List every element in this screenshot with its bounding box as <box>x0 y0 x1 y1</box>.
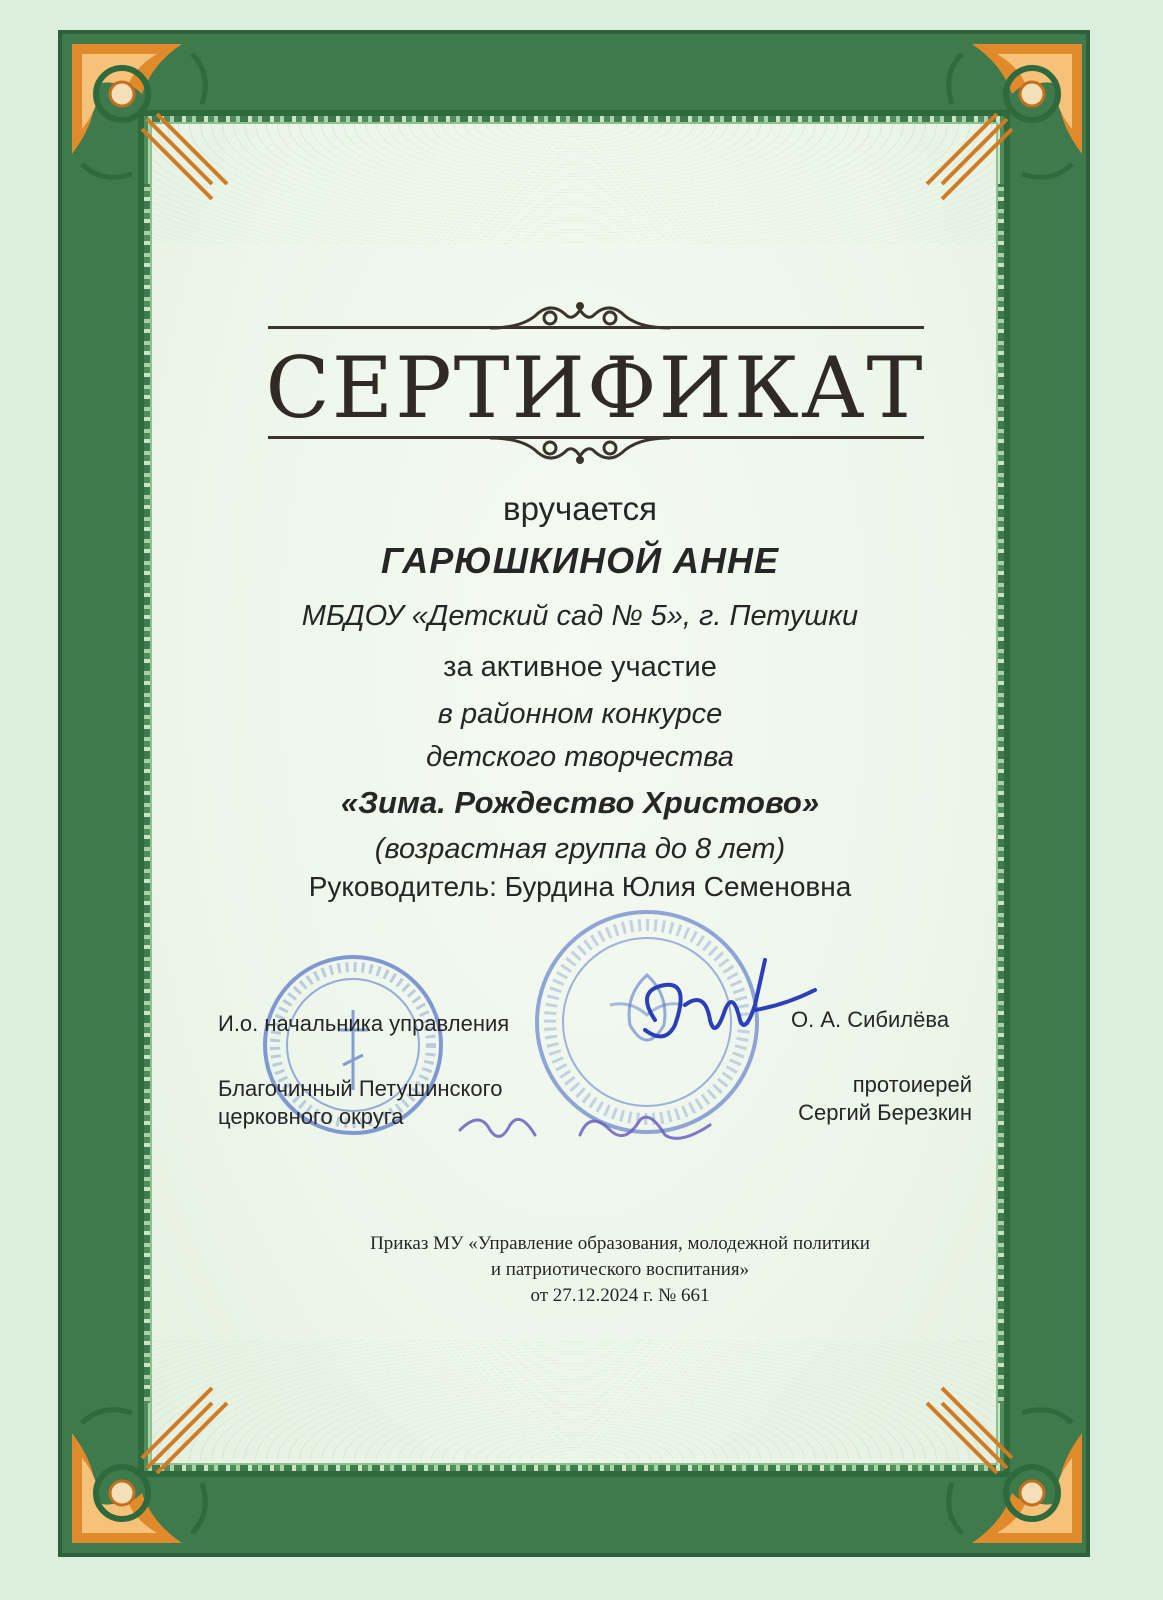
order-line-3: от 27.12.2024 г. № 661 <box>530 1285 710 1306</box>
signatory-2-name <box>760 1071 972 1127</box>
reason-line-1: за активное участие <box>443 651 717 683</box>
guilloche-top <box>150 124 998 244</box>
signatory-2-position <box>218 1075 502 1131</box>
corner-ornament-icon <box>62 1363 252 1553</box>
order-line-2: и патриотического воспитания» <box>490 1259 750 1280</box>
signatory-1-name: О. А. Сибилёва <box>791 1007 950 1032</box>
title-rule-top <box>268 326 924 329</box>
flourish-icon <box>480 296 680 336</box>
signatory-2-title: протоиерей <box>852 1072 972 1097</box>
recipient-name: ГАРЮШКИНОЙ АННЕ <box>381 540 779 581</box>
reason-line-2: в районном конкурсе <box>437 698 723 730</box>
organization: МБДОУ «Детский сад № 5», г. Петушки <box>301 600 859 632</box>
flourish-icon <box>480 430 680 470</box>
corner-ornament-icon <box>902 1363 1092 1553</box>
reason-line-3: детского творчества <box>426 741 734 773</box>
corner-ornament-icon <box>62 34 252 224</box>
age-group: (возрастная группа до 8 лет) <box>374 833 786 865</box>
certificate-title: СЕРТИФИКАТ <box>265 339 925 437</box>
order-line-1: Приказ МУ «Управление образования, молодежной политики <box>370 1233 870 1254</box>
signatory-2-position-line-1: Благочинный Петушинского <box>218 1076 503 1101</box>
corner-ornament-icon <box>902 34 1092 224</box>
guilloche-bottom <box>150 1340 998 1460</box>
signatory-1-position: И.о. начальника управления <box>218 1011 510 1036</box>
signatory-2-position-line-2: церковного округа <box>218 1104 404 1129</box>
awarded-text: вручается <box>503 490 657 527</box>
contest-name: «Зима. Рождество Христово» <box>340 785 820 820</box>
leader: Руководитель: Бурдина Юлия Семеновна <box>308 871 852 902</box>
signatory-2-fullname: Сергий Березкин <box>798 1100 972 1125</box>
